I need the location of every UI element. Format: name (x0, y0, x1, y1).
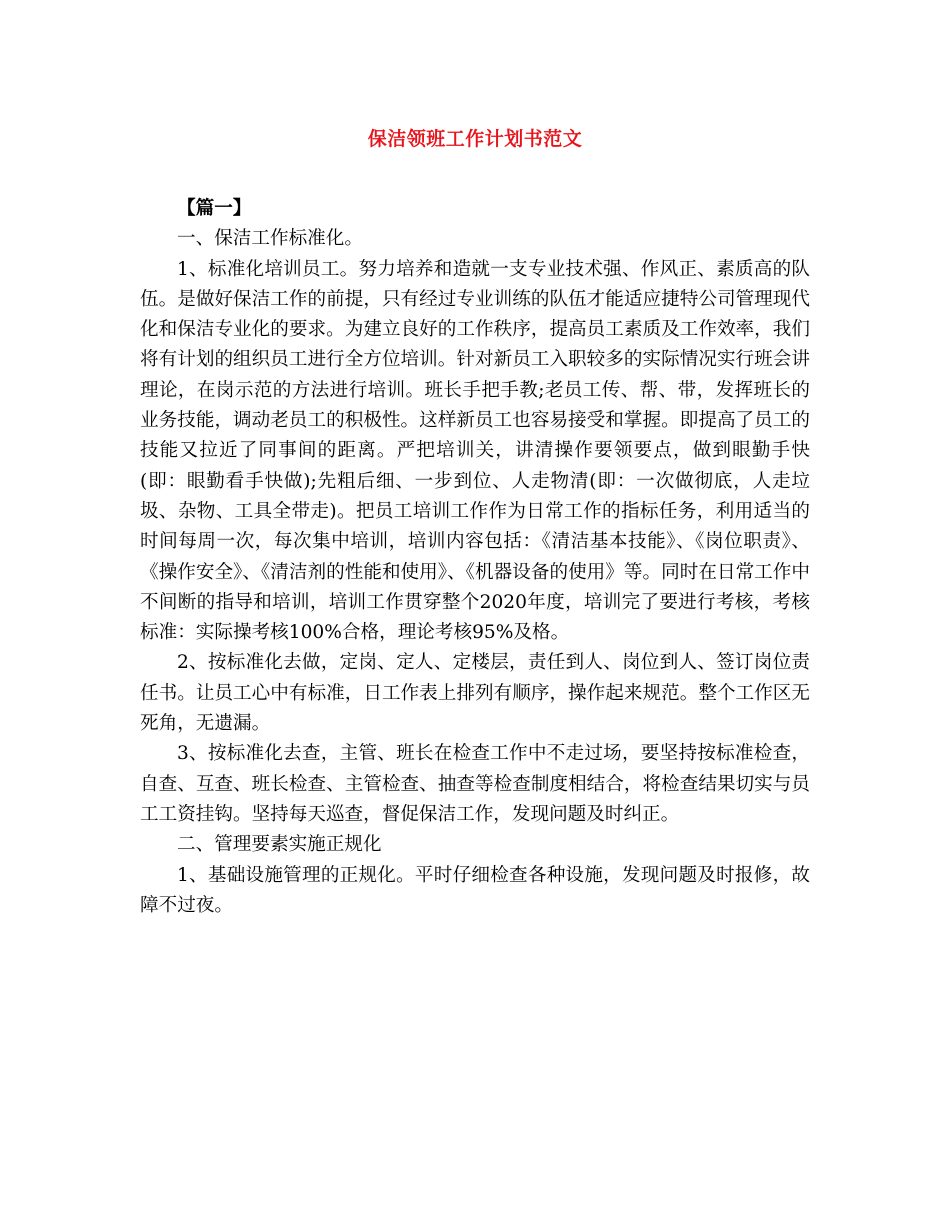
paragraph-1: 1、标准化培训员工。努力培养和造就一支专业技术强、作风正、素质高的队伍。是做好保洁工作的前提，只有经过专业训练的队伍才能适应捷特公司管理现代化和保洁专业化的要求。为建立良好的工作秩序，提高员工素质及工作效率，我们将有计划的组织员工进行全方位培训。针对新员工入职较多的实际情况实行班会讲理论，在岗示范的方法进行培训。班长手把手教;老员工传、帮、带，发挥班长的业务技能，调动老员工的积极性。这样新员工也容易接受和掌握。即提高了员工的技能又拉近了同事间的距离。严把培训关，讲清操作要领要点，做到眼勤手快(即：眼勤看手快做);先粗后细、一步到位、人走物清(即：一次做彻底，人走垃圾、杂物、工具全带走)。把员工培训工作作为日常工作的指标任务，利用适当的时间每周一次，每次集中培训，培训内容包括：《清洁基本技能》、《岗位职责》、《操作安全》、《清洁剂的性能和使用》、《机器设备的使用》等。同时在日常工作中不间断的指导和培训，培训工作贯穿整个2020年度，培训完了要进行考核，考核标准：实际操考核100%合格，理论考核95%及格。 (140, 258, 810, 644)
document-body (140, 194, 810, 921)
heading-1: 一、保洁工作标准化。 (177, 228, 363, 250)
section-marker: 【篇一】 (177, 198, 252, 219)
heading-2: 二、管理要素实施正规化 (177, 834, 382, 856)
paragraph-3: 3、按标准化去查，主管、班长在检查工作中不走过场，要坚持按标准检查，自查、互查、班长检查、主管检查、抽查等检查制度相结合，将检查结果切实与员工工资挂钩。坚持每天巡查，督促保洁工作，发现问题及时纠正。 (140, 743, 810, 825)
paragraph-2: 2、按标准化去做，定岗、定人、定楼层，责任到人、岗位到人、签订岗位责任书。让员工心中有标准，日工作表上排列有顺序，操作起来规范。整个工作区无死角，无遗漏。 (140, 652, 810, 735)
paragraph-4: 1、基础设施管理的正规化。平时仔细检查各种设施，发现问题及时报修，故障不过夜。 (140, 864, 810, 916)
document-title: 保洁领班工作计划书范文 (367, 128, 583, 150)
